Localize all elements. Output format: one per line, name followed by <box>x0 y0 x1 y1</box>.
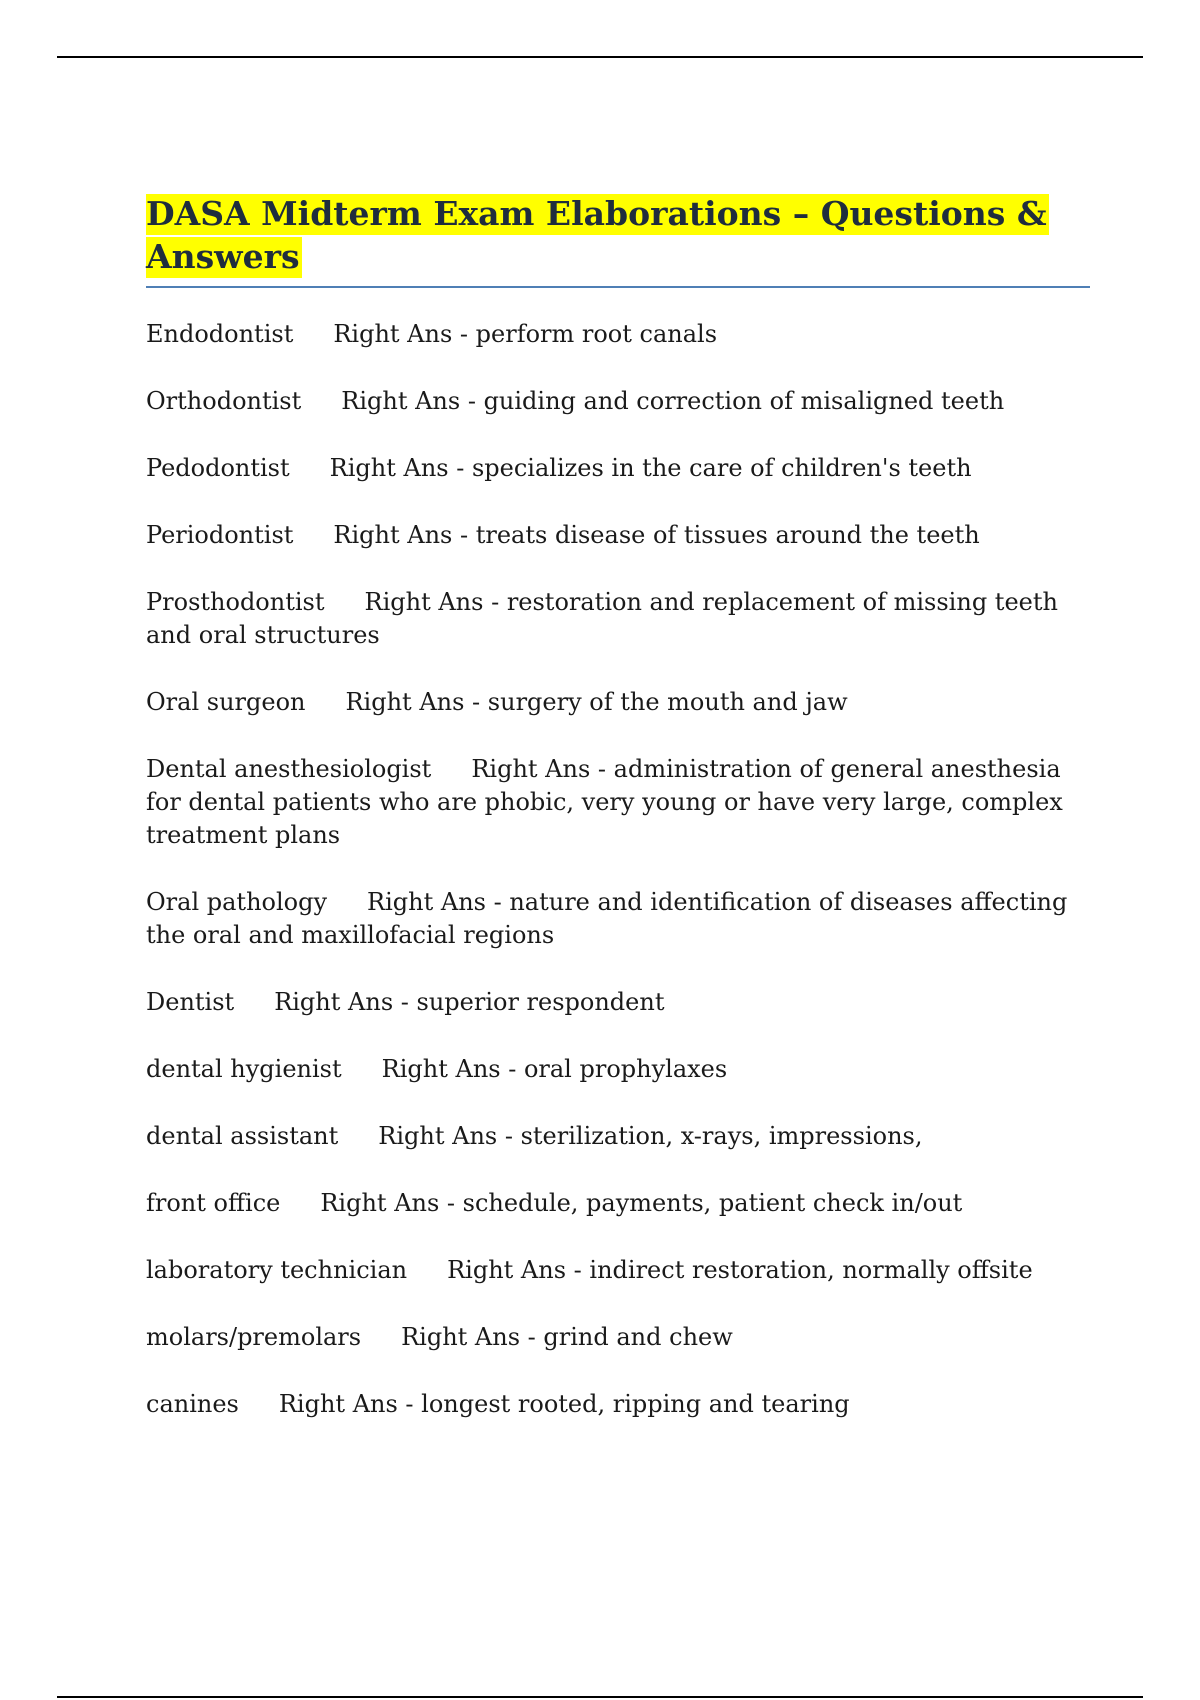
qa-item <box>146 318 1076 351</box>
qa-answer: Right Ans - treats disease of tissues around the teeth <box>333 521 980 549</box>
qa-item <box>146 986 1076 1019</box>
qa-term: Pedodontist <box>146 454 290 482</box>
qa-answer: Right Ans - longest rooted, ripping and tearing <box>278 1390 850 1418</box>
qa-item <box>146 1388 1076 1421</box>
qa-answer: Right Ans - perform root canals <box>333 320 718 348</box>
qa-answer: Right Ans - grind and chew <box>401 1323 733 1351</box>
qa-item <box>146 385 1076 418</box>
document-title-block <box>146 192 1090 278</box>
qa-term: laboratory technician <box>146 1256 408 1284</box>
qa-answer: Right Ans - guiding and correction of misaligned teeth <box>341 387 1005 415</box>
page-bottom-rule <box>57 1696 1143 1698</box>
qa-answer: Right Ans - superior respondent <box>274 988 665 1016</box>
qa-item <box>146 886 1076 952</box>
qa-item <box>146 1187 1076 1220</box>
qa-item <box>146 452 1076 485</box>
qa-answer: Right Ans - sterilization, x-rays, impressions, <box>378 1122 923 1150</box>
document-title <box>146 192 1090 278</box>
qa-answer: Right Ans - oral prophylaxes <box>381 1055 728 1083</box>
qa-item <box>146 1053 1076 1086</box>
qa-item <box>146 686 1076 719</box>
qa-term: canines <box>146 1390 239 1418</box>
qa-term: Endodontist <box>146 320 294 348</box>
qa-item <box>146 1120 1076 1153</box>
qa-answer: Right Ans - specializes in the care of children's teeth <box>329 454 972 482</box>
qa-item <box>146 753 1076 852</box>
qa-term: front office <box>146 1189 281 1217</box>
title-underline <box>146 286 1090 288</box>
qa-term: Oral surgeon <box>146 688 306 716</box>
qa-term: Dental anesthesiologist <box>146 755 432 783</box>
qa-term: Prosthodontist <box>146 588 325 616</box>
qa-answer: Right Ans - surgery of the mouth and jaw <box>345 688 848 716</box>
qa-item <box>146 1321 1076 1354</box>
qa-list <box>146 318 1076 1455</box>
page-top-rule <box>57 56 1143 58</box>
qa-term: dental hygienist <box>146 1055 342 1083</box>
qa-answer: Right Ans - administration of general anesthesia for dental patients who are phobic, very young or have very large, complex treatment plans <box>146 755 1063 849</box>
qa-term: Orthodontist <box>146 387 302 415</box>
qa-answer: Right Ans - schedule, payments, patient check in/out <box>320 1189 963 1217</box>
qa-term: dental assistant <box>146 1122 339 1150</box>
qa-term: Periodontist <box>146 521 294 549</box>
qa-item <box>146 1254 1076 1287</box>
title-line-2: Answers <box>146 237 300 276</box>
qa-item <box>146 519 1076 552</box>
qa-answer: Right Ans - restoration and replacement of missing teeth and oral structures <box>146 588 1058 649</box>
title-line-1: DASA Midterm Exam Elaborations – Questions & <box>146 194 1047 233</box>
qa-term: molars/premolars <box>146 1323 362 1351</box>
qa-item <box>146 586 1076 652</box>
qa-term: Dentist <box>146 988 235 1016</box>
qa-answer: Right Ans - nature and identification of diseases affecting the oral and maxillofacial regions <box>146 888 1068 949</box>
qa-answer: Right Ans - indirect restoration, normally offsite <box>447 1256 1033 1284</box>
qa-term: Oral pathology <box>146 888 328 916</box>
